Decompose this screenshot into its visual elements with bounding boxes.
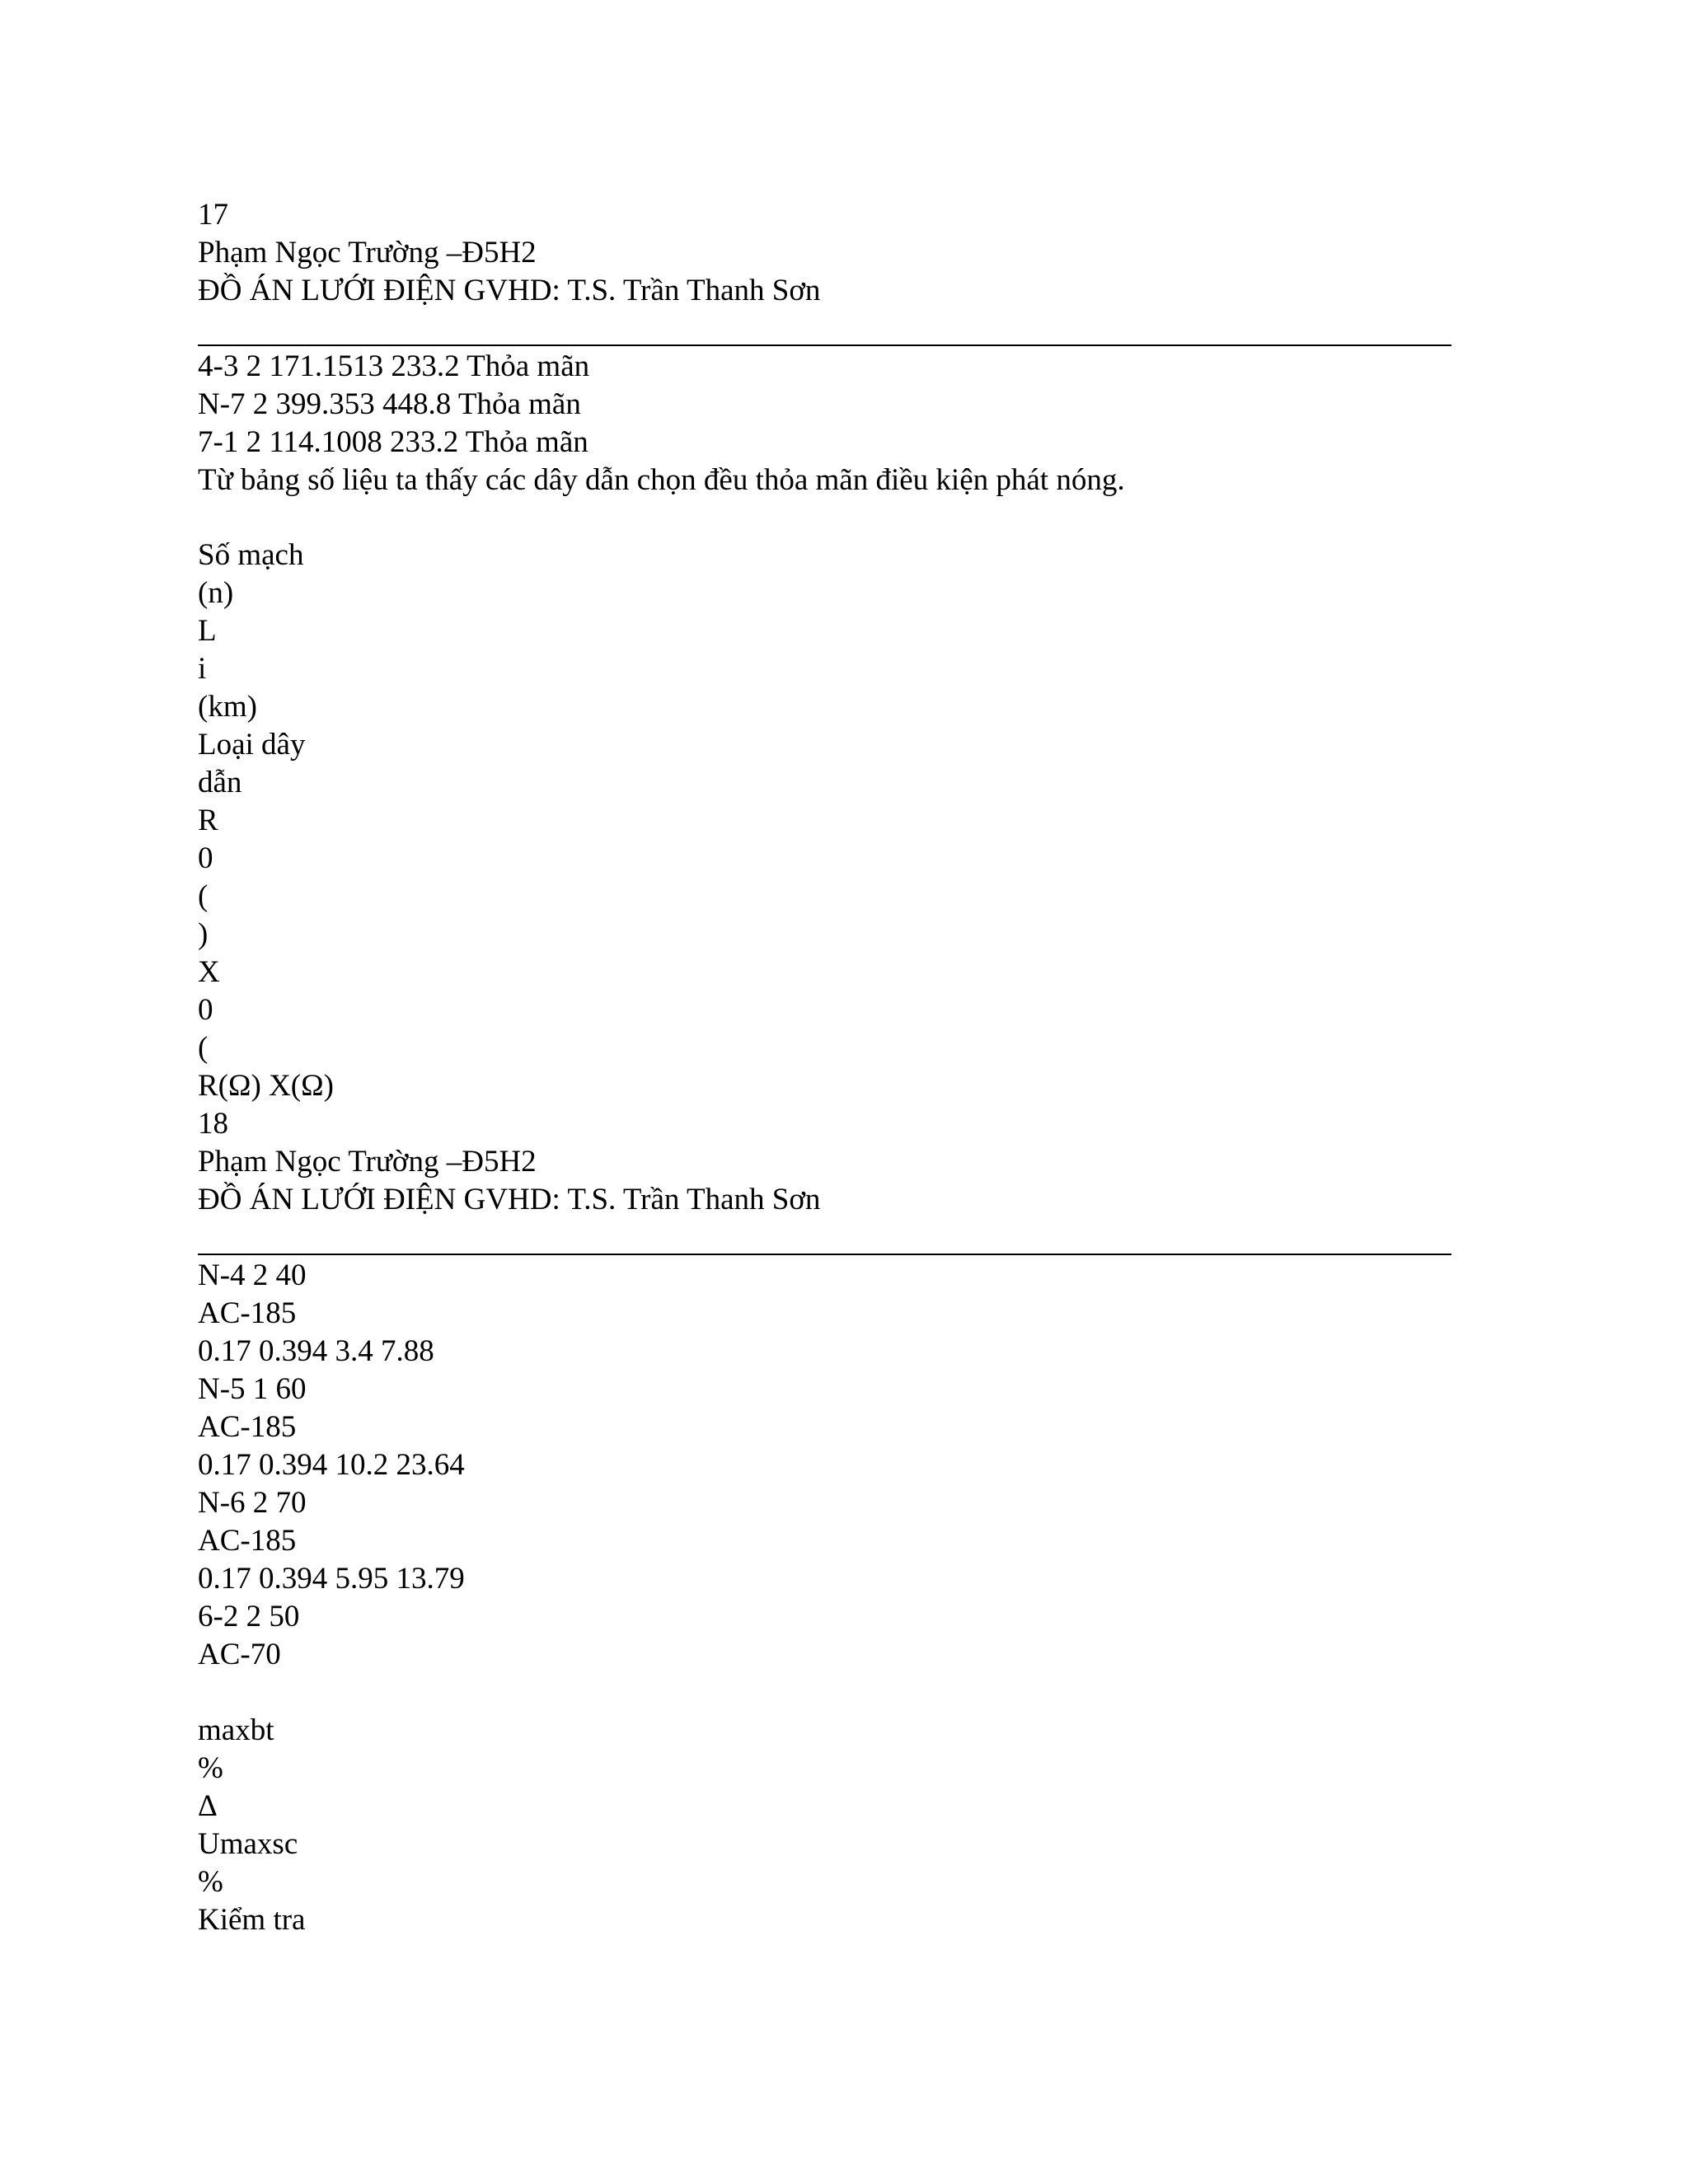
table-header-label: 0 bbox=[198, 841, 213, 875]
footer-label: Umaxsc bbox=[198, 1827, 298, 1861]
table-header-label: R(Ω) X(Ω) bbox=[198, 1069, 334, 1103]
table-header-label: 0 bbox=[198, 993, 213, 1027]
table-header-label: (n) bbox=[198, 576, 234, 610]
footer-label: Δ bbox=[198, 1789, 218, 1823]
table-header-label: ) bbox=[198, 917, 209, 951]
author-line-1: Phạm Ngọc Trường –Đ5H2 bbox=[198, 236, 537, 269]
page-header-2: ĐỒ ÁN LƯỚI ĐIỆN GVHD: T.S. Trần Thanh Sơn bbox=[198, 1183, 821, 1216]
table-header-label: L bbox=[198, 614, 217, 648]
table-row: 0.17 0.394 3.4 7.88 bbox=[198, 1334, 434, 1368]
table-row: N-4 2 40 bbox=[198, 1258, 307, 1292]
footer-label: Kiểm tra bbox=[198, 1903, 306, 1937]
table-row: AC-185 bbox=[198, 1410, 297, 1444]
table-header-label: i bbox=[198, 652, 207, 686]
author-line-2: Phạm Ngọc Trường –Đ5H2 bbox=[198, 1145, 537, 1179]
footer-label: % bbox=[198, 1865, 223, 1899]
header-rule-1 bbox=[198, 344, 1451, 346]
table-header-label: (km) bbox=[198, 690, 257, 724]
footer-label: maxbt bbox=[198, 1713, 274, 1747]
page-number-18: 18 bbox=[198, 1107, 228, 1141]
page-number-17: 17 bbox=[198, 198, 228, 232]
table-header-label: dẫn bbox=[198, 766, 242, 799]
table-row: N-6 2 70 bbox=[198, 1486, 307, 1520]
footer-label: % bbox=[198, 1751, 223, 1785]
page-header-1: ĐỒ ÁN LƯỚI ĐIỆN GVHD: T.S. Trần Thanh Sơn bbox=[198, 274, 821, 307]
table-header-label: Số mạch bbox=[198, 538, 304, 572]
table-header-label: R bbox=[198, 804, 218, 837]
table-row: 6-2 2 50 bbox=[198, 1600, 300, 1633]
table-row: N-5 1 60 bbox=[198, 1372, 307, 1406]
table-row: 0.17 0.394 10.2 23.64 bbox=[198, 1448, 465, 1482]
table-row: 0.17 0.394 5.95 13.79 bbox=[198, 1562, 465, 1596]
table-row: AC-185 bbox=[198, 1296, 297, 1330]
table-row: AC-70 bbox=[198, 1638, 281, 1671]
header-rule-2 bbox=[198, 1254, 1451, 1255]
table-row: N-7 2 399.353 448.8 Thỏa mãn bbox=[198, 387, 581, 421]
table-header-label: ( bbox=[198, 1031, 209, 1065]
table-header-label: X bbox=[198, 955, 220, 989]
table-row: AC-185 bbox=[198, 1524, 297, 1558]
table-header-label: Loại dây bbox=[198, 728, 306, 762]
conclusion-text: Từ bảng số liệu ta thấy các dây dẫn chọn đều thỏa mãn điều kiện phát nóng. bbox=[198, 463, 1125, 497]
table-row: 7-1 2 114.1008 233.2 Thỏa mãn bbox=[198, 425, 588, 459]
table-header-label: ( bbox=[198, 879, 209, 913]
table-row: 4-3 2 171.1513 233.2 Thỏa mãn bbox=[198, 349, 590, 383]
